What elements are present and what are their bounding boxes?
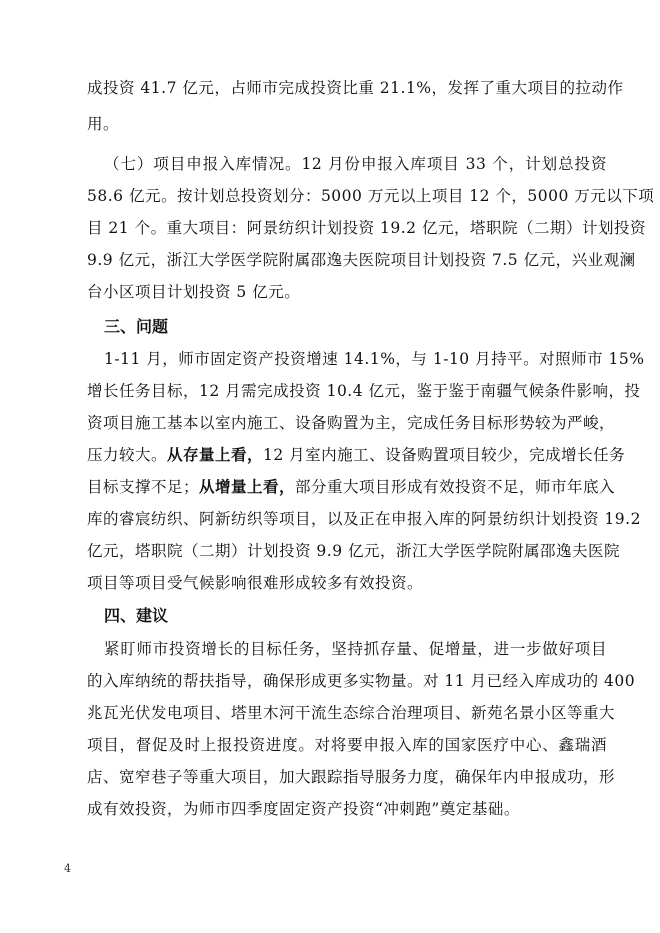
paragraph-line: 亿元，塔职院（二期）计划投资 9.9 亿元，浙江大学医学院附属邵逸夫医院 [87, 542, 621, 560]
paragraph-line: 成投资 41.7 亿元，占师市完成投资比重 21.1%，发挥了重大项目的拉动作 [87, 79, 624, 97]
paragraph-line: 9.9 亿元，浙江大学医学院附属邵逸夫医院项目计划投资 7.5 亿元，兴业观澜 [87, 251, 636, 269]
paragraph-line: 的入库纳统的帮扶指导，确保形成更多实物量。对 11 月已经入库成功的 400 [87, 672, 636, 690]
text-run: 目标支撑不足； [87, 478, 200, 496]
text-run: 部分重大项目形成有效投资不足，师市年底入 [295, 478, 616, 496]
paragraph-line: 项目，督促及时上报投资进度。对将要申报入库的国家医疗中心、鑫瑞酒 [87, 736, 607, 754]
paragraph-line: 增长任务目标，12 月需完成投资 10.4 亿元，鉴于鉴于南疆气候条件影响，投 [87, 382, 641, 400]
text-run: 压力较大。 [87, 446, 168, 464]
paragraph-line: 库的睿宸纺织、阿新纺织等项目，以及正在申报入库的阿景纺织计划投资 19.2 [87, 510, 641, 528]
paragraph-line: 台小区项目计划投资 5 亿元。 [87, 283, 301, 301]
bold-emphasis-increment: 从增量上看， [199, 477, 296, 496]
paragraph-line [87, 445, 626, 465]
paragraph-line [87, 477, 616, 497]
bold-emphasis-stock: 从存量上看， [167, 445, 264, 464]
paragraph-line: 项目等项目受气候影响很难形成较多有效投资。 [87, 574, 424, 592]
text-run: 12 月室内施工、设备购置项目较少，完成增长任务 [263, 446, 626, 464]
paragraph-line: 成有效投资，为师市四季度固定资产投资“冲刺跑”奠定基础。 [87, 800, 520, 818]
paragraph-line: （七）项目申报入库情况。12 月份申报入库项目 33 个，计划总投资 [104, 155, 607, 173]
paragraph-line: 目 21 个。重大项目：阿景纺织计划投资 19.2 亿元，塔职院（二期）计划投资 [87, 219, 646, 237]
paragraph-line: 1-11 月，师市固定资产投资增速 14.1%，与 1-10 月持平。对照师市 15% [104, 350, 645, 368]
section-heading-problems: 三、问题 [104, 317, 169, 336]
paragraph-line: 紧盯师市投资增长的目标任务，坚持抓存量、促增量，进一步做好项目 [104, 640, 607, 658]
paragraph-line: 资项目施工基本以室内施工、设备购置为主，完成任务目标形势较为严峻， [87, 414, 616, 432]
paragraph-line: 58.6 亿元。按计划总投资划分：5000 万元以上项目 12 个，5000 万元以下项 [87, 187, 655, 205]
section-heading-suggestions: 四、建议 [104, 606, 169, 625]
paragraph-line: 店、宽窄巷子等重大项目，加大跟踪指导服务力度，确保年内申报成功，形 [87, 768, 616, 786]
paragraph-line: 兆瓦光伏发电项目、塔里木河干流生态综合治理项目、新苑名景小区等重大 [87, 704, 616, 722]
paragraph-line: 用。 [87, 115, 120, 133]
page-number: 4 [64, 862, 71, 875]
